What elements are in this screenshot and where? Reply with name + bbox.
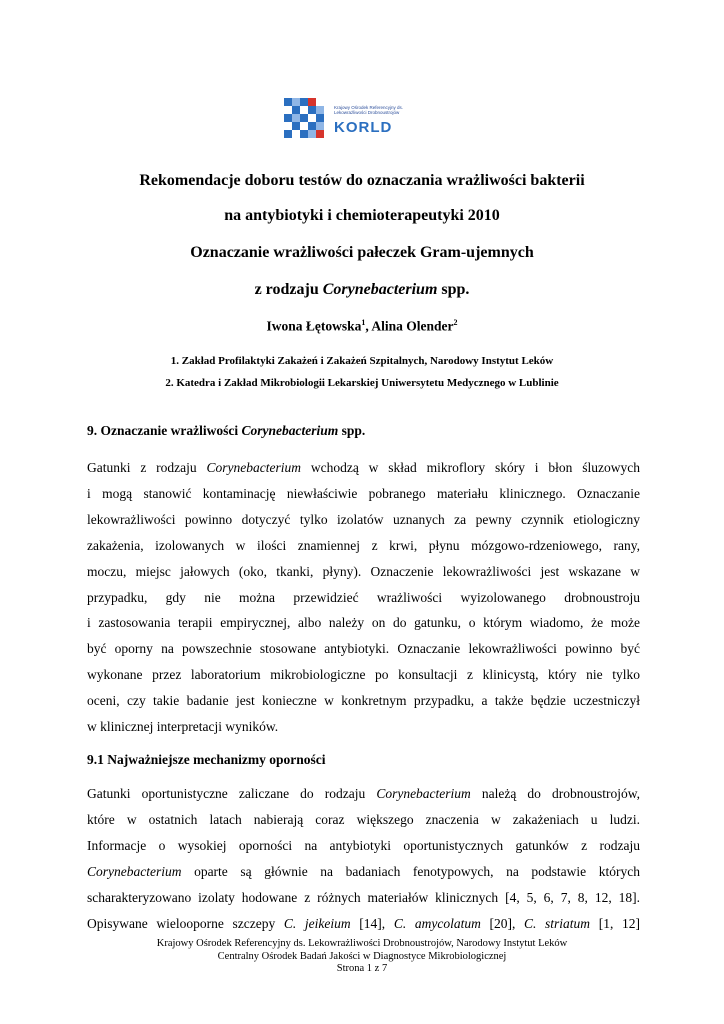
- title-line-3: Oznaczanie wrażliwości pałeczek Gram-ujemnych: [190, 244, 534, 261]
- title-line-4-pre: z rodzaju: [254, 281, 323, 298]
- footer-line-2: Centralny Ośrodek Badań Jakości w Diagnostyce Mikrobiologicznej: [217, 950, 507, 962]
- paragraph-1-line: i mogą stanowić kontaminację niewłaściwie pobranego materiału klinicznego. Oznaczanie: [87, 485, 640, 501]
- title-line-4: [0, 281, 724, 299]
- paragraph-1-line: oceni, czy takie badanie jest konieczne w konkretnym przypadku, a także będzie uczestniczył: [87, 693, 640, 709]
- authors: [0, 318, 724, 335]
- paragraph-2-line: Opisywane wielooporne szczepy C. jeikeium [14], C. amycolatum [20], C. striatum [1, 12]: [87, 915, 640, 931]
- korld-mosaic-icon: [284, 98, 328, 142]
- footer-line-1: Krajowy Ośrodek Referencyjny ds. Lekowrażliwości Drobnoustrojów, Narodowy Instytut Leków: [156, 938, 568, 949]
- paragraph-1-line: być oporny na powszechnie stosowane antybiotyki. Oznaczanie lekowrażliwości powinno być: [87, 641, 640, 657]
- paragraph-1-line: Gatunki z rodzaju Corynebacterium wchodzą w skład mikroflory skóry i błon śluzowych: [87, 460, 640, 475]
- author-1-ref: 1: [361, 318, 366, 327]
- title-line-4-genus: Corynebacterium: [322, 281, 438, 298]
- paragraph-1-line: i zastosowania terapii empirycznej, albo należy on do gatunku, o którym wiadomo, że może: [87, 615, 640, 631]
- author-2: Alina Olender: [371, 318, 454, 334]
- paragraph-1-line: przypadku, gdy nie można przewidzieć wrażliwości wyizolowanego drobnoustroju: [87, 589, 640, 605]
- section-9-pre: 9. Oznaczanie wrażliwości: [87, 423, 242, 438]
- title-line-1: Rekomendacje doboru testów do oznaczania wrażliwości bakterii: [139, 172, 585, 189]
- paragraph-2-line: które w ostatnich latach nabierają coraz większego znaczenia w zakażeniach u ludzi.: [87, 811, 640, 827]
- title-line-2: na antybiotyki i chemioterapeutyki 2010: [224, 207, 500, 224]
- paragraph-1-line: lekowrażliwości powinno dotyczyć tylko izolatów uznanych za pewny czynnik etiologiczny: [87, 511, 640, 527]
- paragraph-2-line: scharakteryzowano izolaty hodowane z różnych materiałów klinicznych [4, 5, 6, 7, 8, 12, 18].: [87, 889, 640, 905]
- affiliation-1: 1. Zakład Profilaktyki Zakażeń i Zakażeń Szpitalnych, Narodowy Instytut Leków: [170, 355, 554, 367]
- paragraph-1-line: w klinicznej interpretacji wyników.: [87, 719, 279, 735]
- paragraph-1: [87, 455, 640, 740]
- author-1: Iwona Łętowska: [266, 318, 362, 334]
- page-footer: [0, 938, 724, 976]
- page-number: Strona 1 z 7: [336, 963, 388, 974]
- paragraph-2-line: Informacje o wysokiej oporności na antybiotyki oportunistycznych gatunków z rodzaju: [87, 837, 640, 853]
- affiliation-2: 2. Katedra i Zakład Mikrobiologii Lekarskiej Uniwersytetu Medycznego w Lublinie: [165, 377, 559, 389]
- author-2-ref: 2: [453, 318, 458, 327]
- logo-name: KORLD: [334, 118, 393, 136]
- section-9-1-heading: 9.1 Najważniejsze mechanizmy oporności: [87, 752, 326, 767]
- paragraph-1-line: wykonane przez laboratorium mikrobiologiczne po konsultacji z klinicystą, który nie tylko: [87, 667, 640, 683]
- section-9-genus: Corynebacterium: [241, 423, 339, 438]
- paragraph-2: [87, 781, 640, 936]
- title-line-4-post: spp.: [437, 281, 470, 298]
- paragraph-2-line: Gatunki oportunistyczne zaliczane do rodzaju Corynebacterium należą do drobnoustrojów,: [87, 786, 640, 801]
- author-separator: ,: [365, 318, 372, 334]
- logo-subtitle: Krajowy Ośrodek Referencyjny ds. Lekowrażliwości Drobnoustrojów: [334, 104, 404, 115]
- paragraph-1-line: moczu, miejsc jałowych (oko, tkanki, płyny). Oznaczenie lekowrażliwości jest wskazane w: [87, 563, 640, 579]
- paragraph-1-line: zakażenia, izolowanych w ilości znamiennej z krwi, płynu mózgowo-rdzeniowego, rany,: [87, 537, 640, 553]
- section-9-heading: [87, 423, 365, 439]
- paragraph-2-line: Corynebacterium oparte są głównie na badaniach fenotypowych, na podstawie których: [87, 863, 640, 879]
- korld-logo: [284, 88, 440, 152]
- section-9-post: spp.: [338, 423, 366, 438]
